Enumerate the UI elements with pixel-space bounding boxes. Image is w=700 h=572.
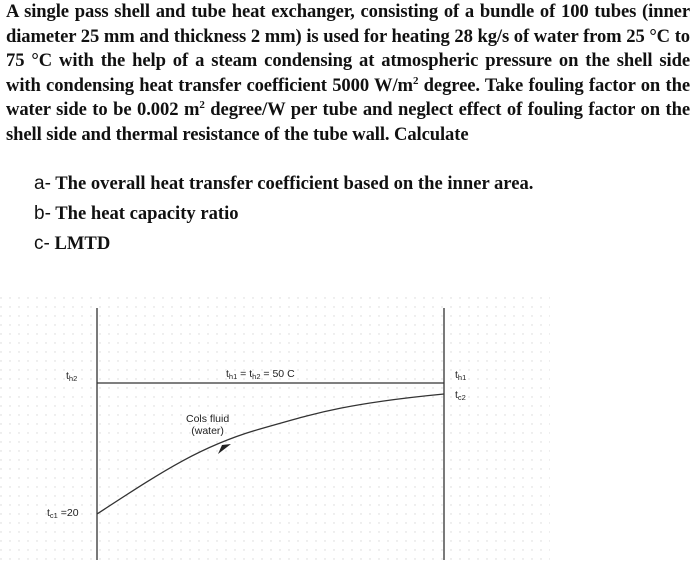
dotted-grid-background (0, 294, 550, 562)
superscript-2: 2 (412, 74, 419, 87)
part-b-text: The heat capacity ratio (55, 203, 239, 224)
part-a (34, 173, 533, 203)
cold-fluid-line2: (water) (191, 425, 224, 437)
problem-statement (6, 0, 690, 147)
label-hot-temperature: $t_{h1} = t_{h2} = 50$ C (226, 368, 295, 381)
problem-text-2: degree. Take fouling factor on the water side to be 0.002 m (6, 74, 690, 120)
problem-text-1: A single pass shell and tube heat exchanger, consisting of a bundle of 100 tubes (inner diameter 25 mm and thickness 2 mm) is used for heating 28 kg/s of water from 25 °C to 75 °C with the help of a steam condensing at atmospheric pressure on the shell side with condensing heat transfer coefficient 5000 W/m (6, 1, 690, 96)
part-a-letter: a- (34, 173, 51, 194)
label-tc1: $t_{c1} =20$ (47, 507, 79, 520)
temperature-profile-diagram (0, 288, 700, 572)
diagram-canvas (0, 288, 700, 572)
part-a-text: The overall heat transfer coefficient based on the inner area. (55, 173, 534, 194)
part-c-text: LMTD (54, 233, 111, 254)
problem-text-3: degree/W per tube and neglect effect of fouling factor on the shell side and thermal resistance of the tube wall. Calculate (6, 99, 690, 145)
label-tc2: $t_{c2}$ (455, 389, 466, 402)
cold-fluid-line1: Cols fluid (186, 413, 230, 425)
part-c (34, 233, 533, 263)
label-th1: $t_{h1}$ (455, 369, 467, 382)
part-b-letter: b- (34, 203, 51, 224)
question-parts (34, 173, 533, 263)
part-c-letter: c- (34, 233, 50, 254)
label-th2: $t_{h2}$ (66, 370, 78, 383)
label-cold-fluid (186, 413, 229, 437)
superscript-2: 2 (199, 98, 205, 111)
part-b (34, 203, 533, 233)
